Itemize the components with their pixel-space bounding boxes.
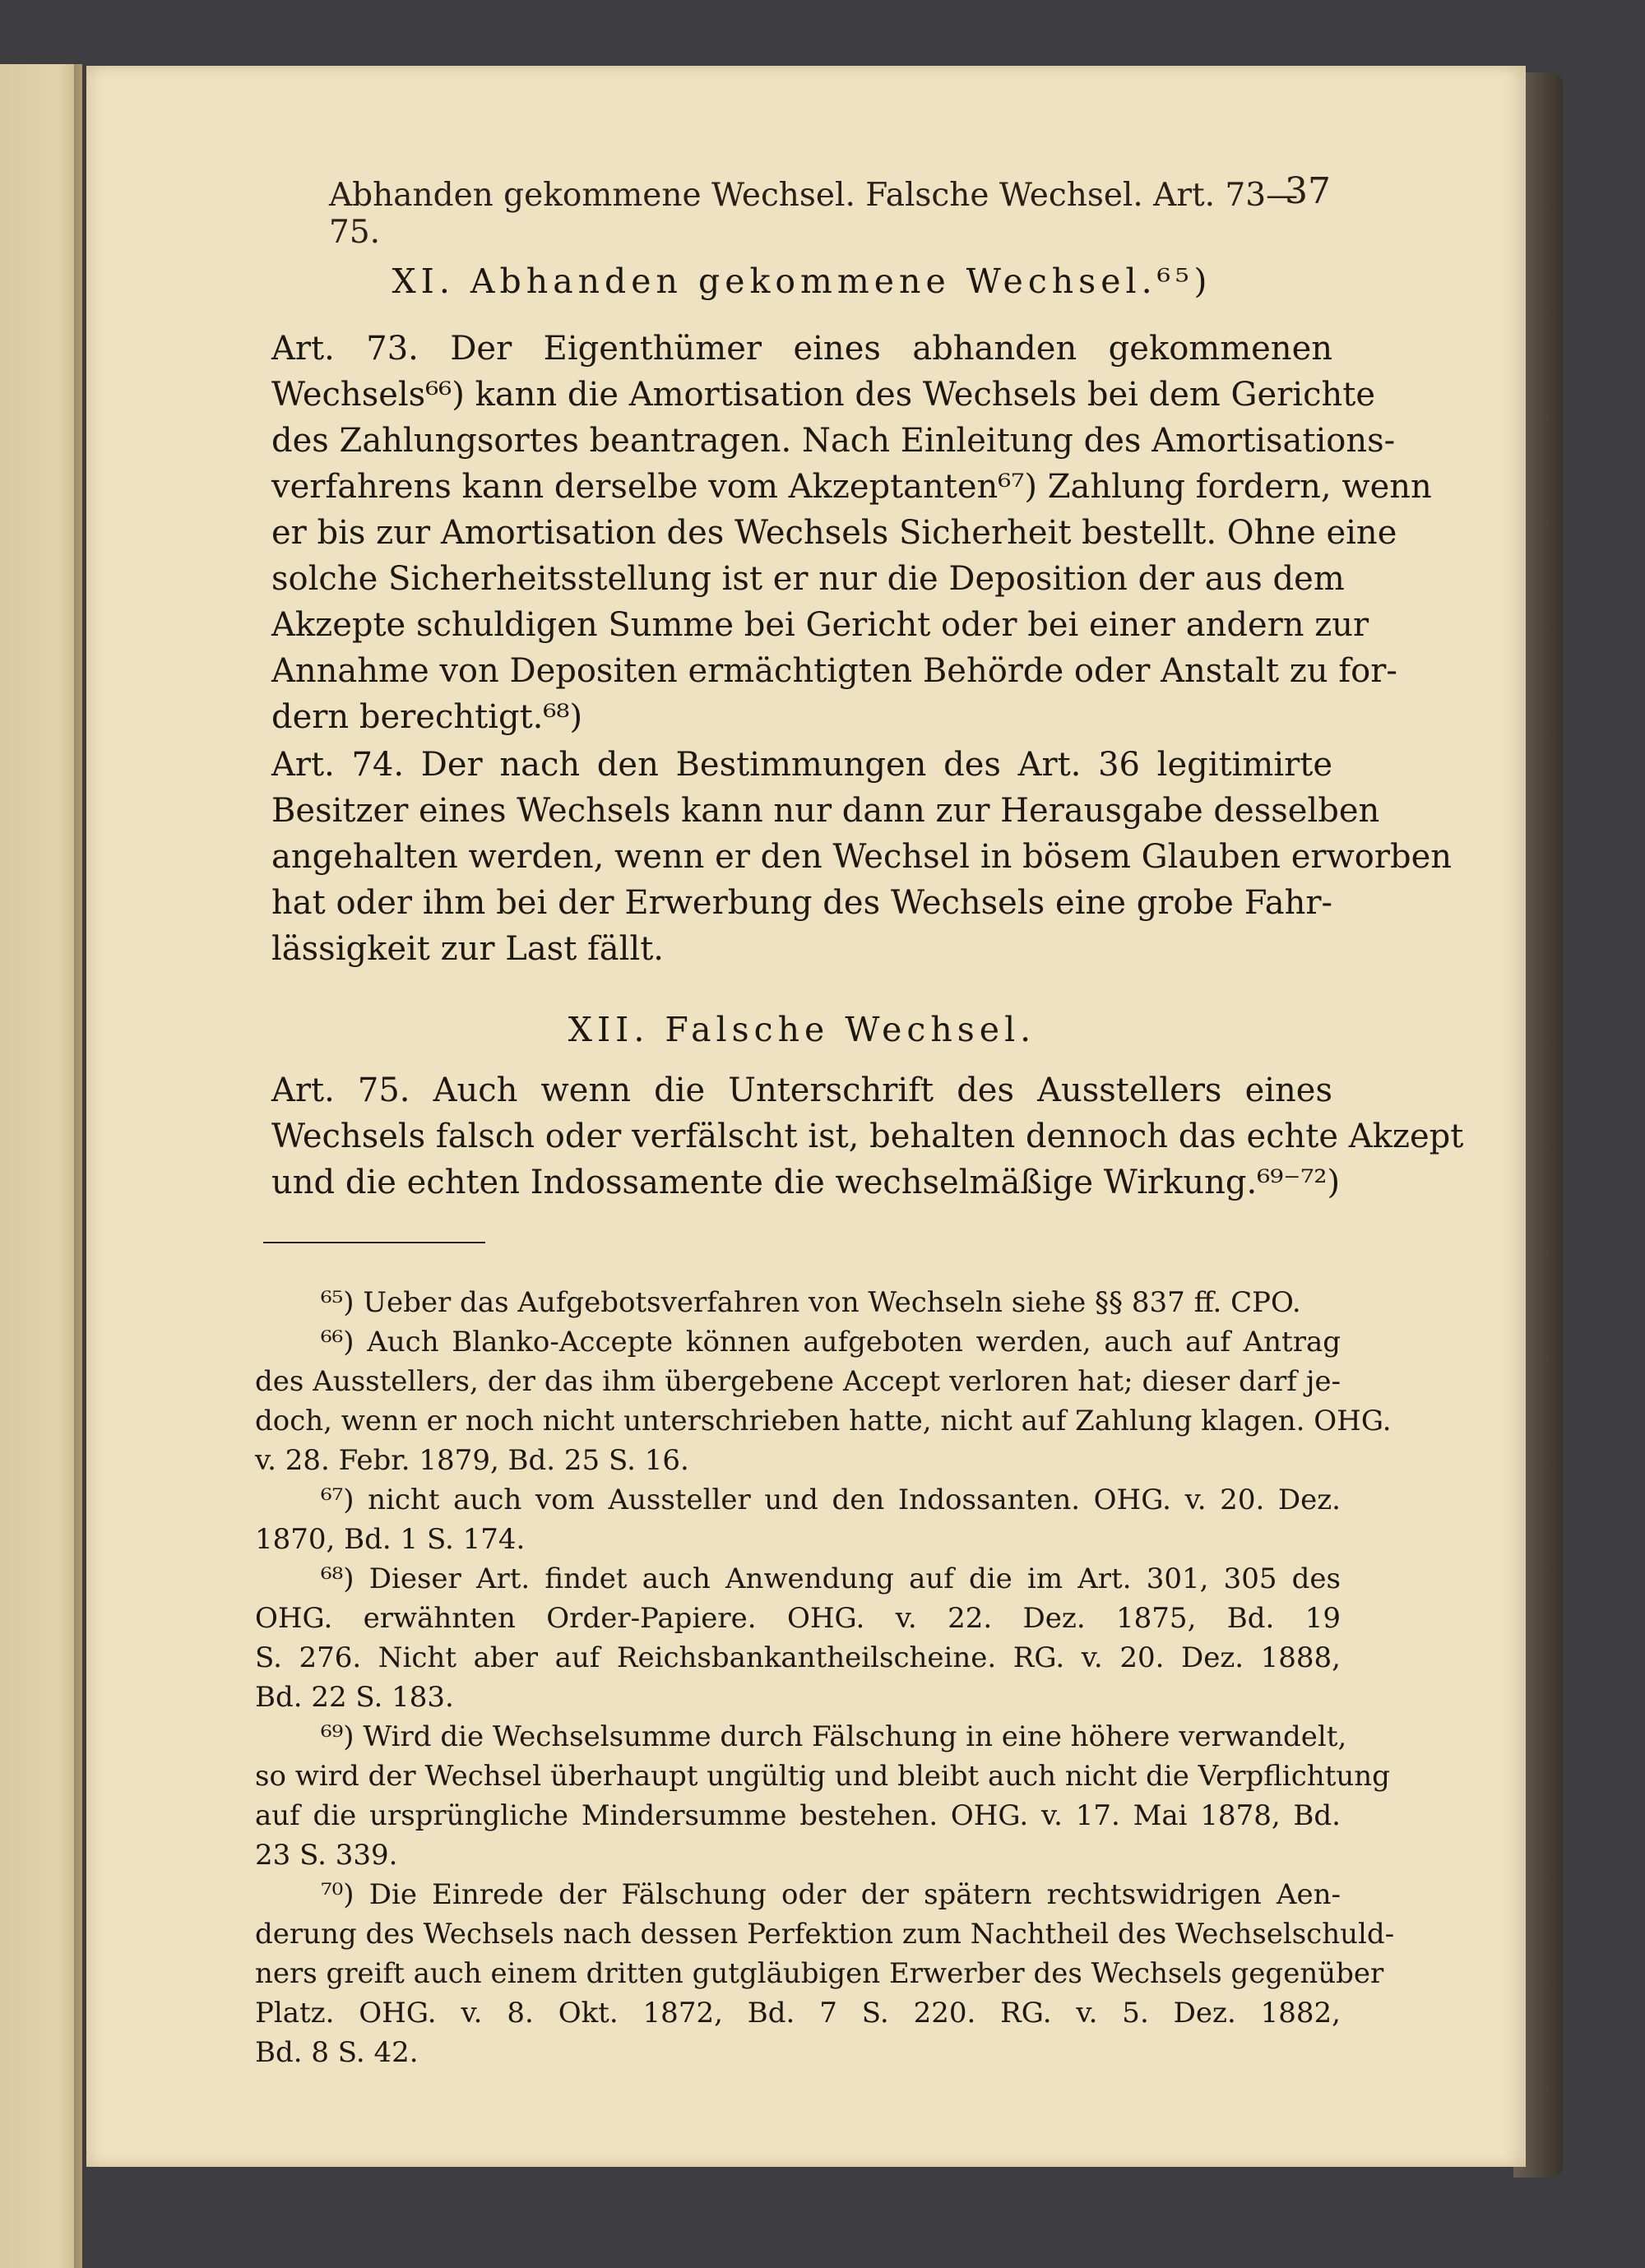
footnote-line: Bd. 8 S. 42. [255,2036,419,2069]
article-74-line: angehalten werden, wenn er den Wechsel in bösem Glauben erworben [271,838,1452,876]
footnote-line: ⁶⁸) Dieser Art. findet auch Anwendung auf die im Art. 301, 305 des [321,1562,1341,1595]
footnote-line: Bd. 22 S. 183. [255,1681,454,1714]
running-title: Abhanden gekommene Wechsel. Falsche Wechsel. Art. 73—75. [329,177,1299,251]
footnote-line: 23 S. 339. [255,1839,398,1872]
footnote-line: S. 276. Nicht aber auf Reichsbankantheilscheine. RG. v. 20. Dez. 1888, [255,1641,1341,1674]
footnote-line: so wird der Wechsel überhaupt ungültig und bleibt auch nicht die Verpflichtung [255,1760,1390,1793]
footnote-line: ⁶⁷) nicht auch vom Aussteller und den Indossanten. OHG. v. 20. Dez. [321,1483,1341,1516]
footnote-line: derung des Wechsels nach dessen Perfektion zum Nachtheil des Wechselschuld- [255,1918,1395,1951]
article-74-line: lässigkeit zur Last fällt. [271,930,665,968]
article-73-line: Wechsels⁶⁶) kann die Amortisation des Wechsels bei dem Gerichte [271,376,1375,414]
footnote-line: Platz. OHG. v. 8. Okt. 1872, Bd. 7 S. 220. RG. v. 5. Dez. 1882, [255,1997,1341,2030]
footnote-line: 1870, Bd. 1 S. 174. [255,1523,526,1556]
running-header [247,170,1331,251]
left-page-edge [0,64,82,2268]
article-73-line: solche Sicherheitsstellung ist er nur die Deposition der aus dem [271,560,1345,598]
article-74-line: Art. 74. Der nach den Bestimmungen des Art. 36 legitimirte [271,746,1332,784]
article-75-line: und die echten Indossamente die wechselmäßige Wirkung.⁶⁹⁻⁷²) [271,1164,1341,1201]
footnote-line: ⁶⁵) Ueber das Aufgebotsverfahren von Wechseln siehe §§ 837 ff. CPO. [321,1286,1301,1319]
article-75-line: Art. 75. Auch wenn die Unterschrift des Ausstellers eines [271,1072,1332,1109]
article-74-line: Besitzer eines Wechsels kann nur dann zur Herausgabe desselben [271,792,1380,830]
article-73-line: Akzepte schuldigen Summe bei Gericht oder bei einer andern zur [271,606,1369,644]
article-73-line: er bis zur Amortisation des Wechsels Sicherheit bestellt. Ohne eine [271,514,1397,552]
page-number: 37 [1285,170,1331,212]
section-xii-title: XII. Falsche Wechsel. [568,1010,1036,1049]
article-73-line: verfahrens kann derselbe vom Akzeptanten⁶⁷) Zahlung fordern, wenn [271,468,1432,506]
article-73-line: Annahme von Depositen ermächtigten Behörde oder Anstalt zu for- [271,652,1397,690]
footnote-line: v. 28. Febr. 1879, Bd. 25 S. 16. [255,1444,689,1477]
article-75-line: Wechsels falsch oder verfälscht ist, behalten dennoch das echte Akzept [271,1118,1464,1155]
footnote-separator [263,1242,485,1243]
footnote-line: ⁶⁶) Auch Blanko-Accepte können aufgeboten werden, auch auf Antrag [321,1326,1341,1358]
footnote-line: doch, wenn er noch nicht unterschrieben hatte, nicht auf Zahlung klagen. OHG. [255,1405,1392,1437]
footnote-line: ⁷⁰) Die Einrede der Fälschung oder der spätern rechtswidrigen Aen- [321,1878,1341,1911]
article-73-line: Art. 73. Der Eigenthümer eines abhanden gekommenen [271,330,1332,368]
footnote-line: des Ausstellers, der das ihm übergebene Accept verloren hat; dieser darf je- [255,1365,1341,1398]
footnote-line: ners greift auch einem dritten gutgläubigen Erwerber des Wechsels gegenüber [255,1957,1384,1990]
footnote-line: ⁶⁹) Wird die Wechselsumme durch Fälschung in eine höhere verwandelt, [321,1720,1347,1753]
article-74-line: hat oder ihm bei der Erwerbung des Wechsels eine grobe Fahr- [271,884,1332,922]
footnote-line: OHG. erwähnten Order-Papiere. OHG. v. 22. Dez. 1875, Bd. 19 [255,1602,1341,1635]
article-73-line: des Zahlungsortes beantragen. Nach Einleitung des Amortisations- [271,422,1396,460]
article-73-line: dern berechtigt.⁶⁸) [271,698,583,736]
footnote-line: auf die ursprüngliche Mindersumme bestehen. OHG. v. 17. Mai 1878, Bd. [255,1799,1341,1832]
section-xi-title: XI. Abhanden gekommene Wechsel.⁶⁵) [392,262,1212,301]
